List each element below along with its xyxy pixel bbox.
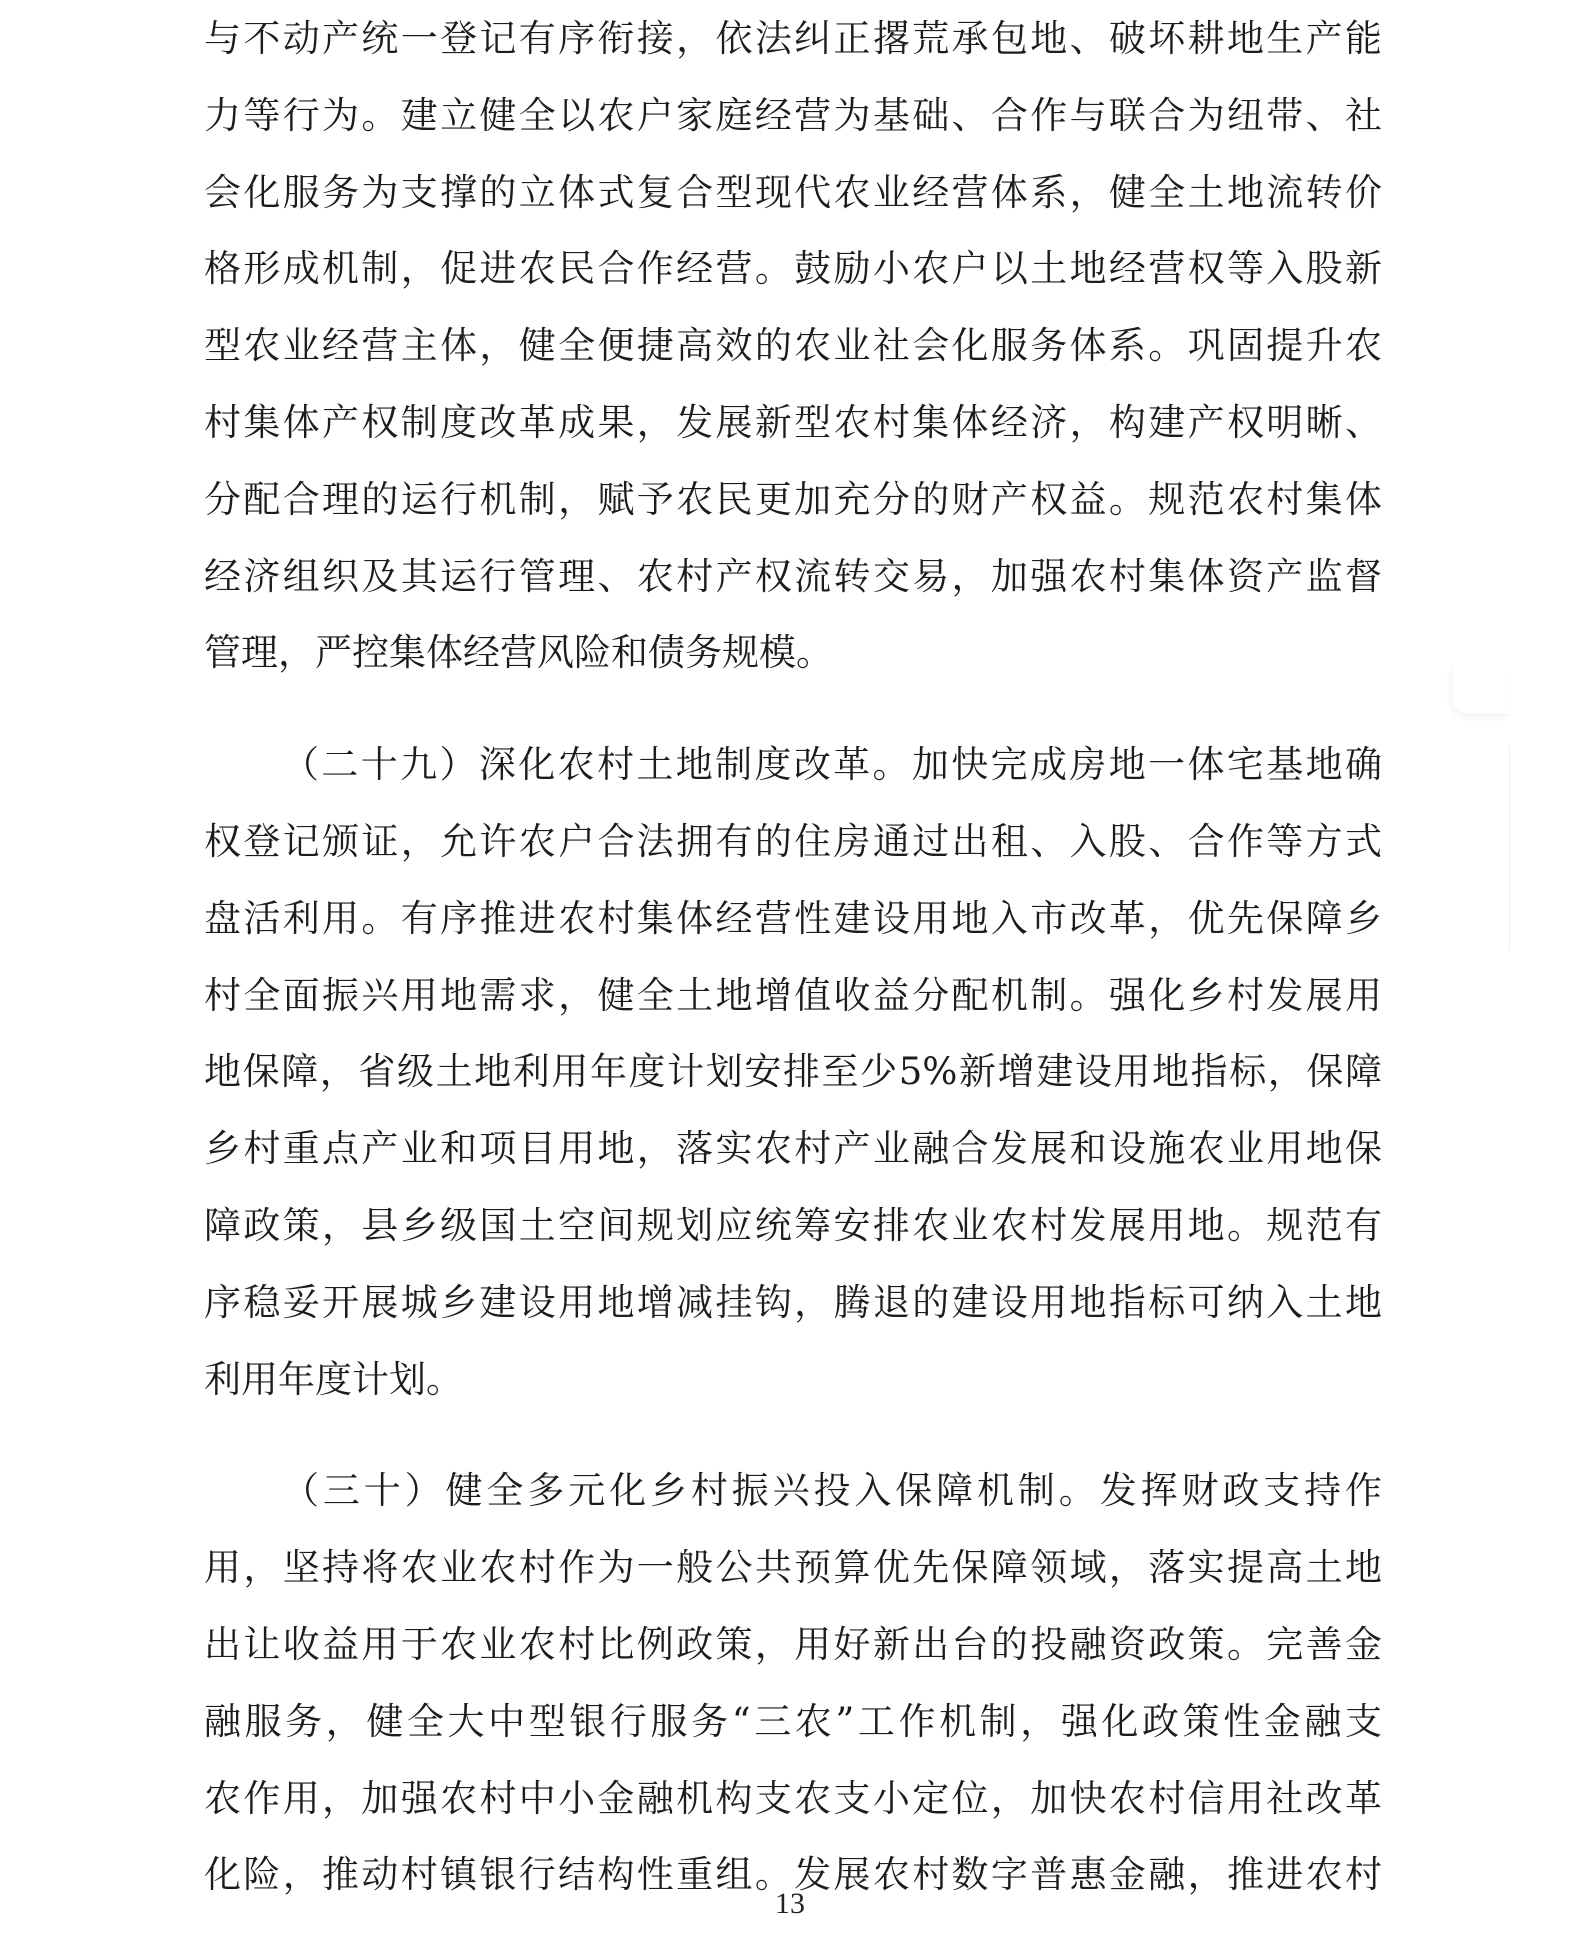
text-line: 格形成机制，促进农民合作经营。鼓励小农户以土地经营权等入股新: [204, 247, 1382, 291]
text-line: 乡村重点产业和项目用地，落实农村产业融合发展和设施农业用地保: [204, 1127, 1382, 1171]
text-line: 村集体产权制度改革成果，发展新型农村集体经济，构建产权明晰、: [204, 400, 1382, 444]
text-line: 出让收益用于农业农村比例政策，用好新出台的投融资政策。完善金: [204, 1622, 1382, 1666]
text-line: 型农业经营主体，健全便捷高效的农业社会化服务体系。巩固提升农: [204, 324, 1382, 368]
text-line: 融服务，健全大中型银行服务“三农”工作机制，强化政策性金融支: [204, 1699, 1382, 1743]
paragraph-heading-line: （三十）健全多元化乡村振兴投入保障机制。发挥财政支持作: [282, 1469, 1382, 1513]
overlay-panel-edge: [1509, 745, 1510, 950]
text-line: 经济组织及其运行管理、农村产权流转交易，加强农村集体资产监督: [204, 554, 1382, 598]
page-number: 13: [775, 1887, 805, 1920]
paragraph-29: [204, 727, 1382, 1418]
text-line: 农作用，加强农村中小金融机构支农支小定位，加快农村信用社改革: [204, 1776, 1382, 1820]
text-line: 力等行为。建立健全以农户家庭经营为基础、合作与联合为纽带、社: [204, 93, 1382, 137]
overlay-panel-corner: [1452, 668, 1509, 715]
text-line: 障政策，县乡级国土空间规划应统筹安排农业农村发展用地。规范有: [204, 1203, 1382, 1247]
text-line: 会化服务为支撑的立体式复合型现代农业经营体系，健全土地流转价: [204, 170, 1382, 214]
text-line: 地保障，省级土地利用年度计划安排至少5%新增建设用地指标，保障: [204, 1050, 1382, 1094]
text-line: 序稳妥开展城乡建设用地增减挂钩，腾退的建设用地指标可纳入土地: [204, 1280, 1382, 1324]
paragraph-30: [204, 1453, 1382, 1914]
paragraph-continuation: [204, 1, 1382, 692]
text-line: 与不动产统一登记有序衔接，依法纠正撂荒承包地、破坏耕地生产能: [204, 17, 1382, 60]
text-line: 权登记颁证，允许农户合法拥有的住房通过出租、入股、合作等方式: [204, 819, 1382, 863]
document-body: [204, 1, 1382, 1914]
text-line: 用，坚持将农业农村作为一般公共预算优先保障领域，落实提高土地: [204, 1546, 1382, 1590]
text-line: 管理，严控集体经营风险和债务规模。: [204, 631, 833, 675]
paragraph-heading-line: （二十九）深化农村土地制度改革。加快完成房地一体宅基地确: [282, 743, 1382, 787]
text-line: 盘活利用。有序推进农村集体经营性建设用地入市改革，优先保障乡: [204, 896, 1382, 940]
text-line: 村全面振兴用地需求，健全土地增值收益分配机制。强化乡村发展用: [204, 973, 1382, 1017]
text-line: 化险，推动村镇银行结构性重组。发展农村数字普惠金融，推进农村: [204, 1853, 1382, 1897]
text-line: 利用年度计划。: [204, 1357, 463, 1401]
text-line: 分配合理的运行机制，赋予农民更加充分的财产权益。规范农村集体: [204, 477, 1382, 521]
